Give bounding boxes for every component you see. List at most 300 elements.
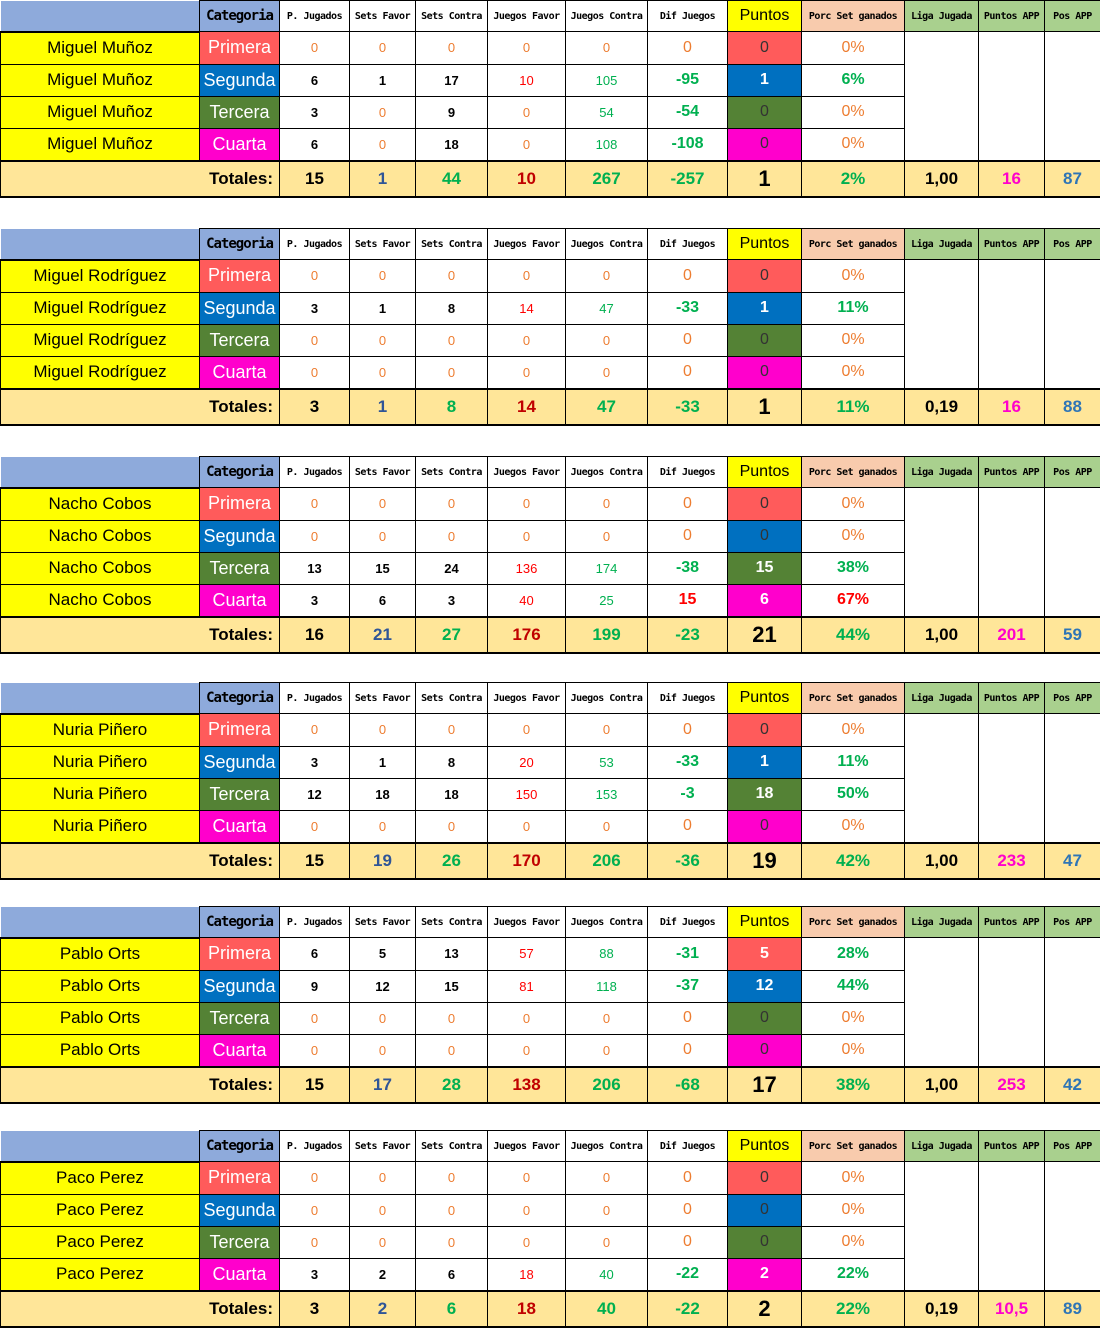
liga-jugada-cell[interactable] bbox=[905, 324, 979, 356]
puntos-app-cell[interactable] bbox=[979, 1002, 1045, 1034]
category-cell[interactable]: Cuarta bbox=[200, 1034, 280, 1067]
player-name-cell[interactable]: Nacho Cobos bbox=[1, 488, 200, 521]
sets-contra-cell[interactable]: 18 bbox=[416, 778, 488, 810]
category-cell[interactable]: Primera bbox=[200, 714, 280, 747]
puntos-cell[interactable]: 5 bbox=[728, 938, 802, 971]
juegos-contra-cell[interactable]: 88 bbox=[566, 938, 648, 971]
puntos-app-cell[interactable] bbox=[979, 520, 1045, 552]
porc-set-cell[interactable]: 11% bbox=[802, 292, 905, 324]
sets-favor-cell[interactable]: 18 bbox=[350, 778, 416, 810]
p-jugados-cell[interactable]: 0 bbox=[280, 1034, 350, 1067]
liga-jugada-cell[interactable] bbox=[905, 356, 979, 389]
porc-set-cell[interactable]: 50% bbox=[802, 778, 905, 810]
player-name-cell[interactable]: Miguel Muñoz bbox=[1, 96, 200, 128]
dif-juegos-cell[interactable]: 0 bbox=[648, 488, 728, 521]
total-dif-juegos[interactable]: -68 bbox=[648, 1067, 728, 1103]
porc-set-cell[interactable]: 0% bbox=[802, 128, 905, 161]
total-juegos-contra[interactable]: 47 bbox=[566, 389, 648, 425]
puntos-app-cell[interactable] bbox=[979, 356, 1045, 389]
liga-jugada-cell[interactable] bbox=[905, 810, 979, 843]
porc-set-cell[interactable]: 0% bbox=[802, 488, 905, 521]
p-jugados-cell[interactable]: 3 bbox=[280, 746, 350, 778]
juegos-favor-cell[interactable]: 0 bbox=[488, 260, 566, 293]
player-name-cell[interactable]: Paco Perez bbox=[1, 1258, 200, 1291]
sets-favor-cell[interactable]: 0 bbox=[350, 260, 416, 293]
liga-jugada-cell[interactable] bbox=[905, 128, 979, 161]
total-juegos-contra[interactable]: 206 bbox=[566, 843, 648, 879]
juegos-favor-cell[interactable]: 0 bbox=[488, 810, 566, 843]
category-cell[interactable]: Primera bbox=[200, 260, 280, 293]
total-dif-juegos[interactable]: -22 bbox=[648, 1291, 728, 1327]
player-name-cell[interactable]: Paco Perez bbox=[1, 1162, 200, 1195]
puntos-cell[interactable]: 0 bbox=[728, 1226, 802, 1258]
category-cell[interactable]: Cuarta bbox=[200, 584, 280, 617]
total-p-jugados[interactable]: 16 bbox=[280, 617, 350, 653]
p-jugados-cell[interactable]: 3 bbox=[280, 292, 350, 324]
sets-contra-cell[interactable]: 13 bbox=[416, 938, 488, 971]
puntos-cell[interactable]: 0 bbox=[728, 96, 802, 128]
sets-contra-cell[interactable]: 8 bbox=[416, 746, 488, 778]
sets-favor-cell[interactable]: 0 bbox=[350, 520, 416, 552]
juegos-favor-cell[interactable]: 20 bbox=[488, 746, 566, 778]
total-puntos-app[interactable]: 16 bbox=[979, 389, 1045, 425]
dif-juegos-cell[interactable]: -95 bbox=[648, 64, 728, 96]
category-cell[interactable]: Segunda bbox=[200, 64, 280, 96]
total-p-jugados[interactable]: 15 bbox=[280, 161, 350, 197]
pos-app-cell[interactable] bbox=[1045, 64, 1100, 96]
porc-set-cell[interactable]: 0% bbox=[802, 810, 905, 843]
total-sets-contra[interactable]: 26 bbox=[416, 843, 488, 879]
liga-jugada-cell[interactable] bbox=[905, 552, 979, 584]
dif-juegos-cell[interactable]: 0 bbox=[648, 1034, 728, 1067]
total-puntos[interactable]: 17 bbox=[728, 1067, 802, 1103]
porc-set-cell[interactable]: 0% bbox=[802, 1162, 905, 1195]
total-p-jugados[interactable]: 15 bbox=[280, 1067, 350, 1103]
pos-app-cell[interactable] bbox=[1045, 292, 1100, 324]
puntos-app-cell[interactable] bbox=[979, 938, 1045, 971]
pos-app-cell[interactable] bbox=[1045, 1034, 1100, 1067]
category-cell[interactable]: Primera bbox=[200, 32, 280, 65]
total-pos-app[interactable]: 42 bbox=[1045, 1067, 1100, 1103]
category-cell[interactable]: Tercera bbox=[200, 96, 280, 128]
sets-favor-cell[interactable]: 0 bbox=[350, 324, 416, 356]
pos-app-cell[interactable] bbox=[1045, 356, 1100, 389]
total-p-jugados[interactable]: 3 bbox=[280, 1291, 350, 1327]
pos-app-cell[interactable] bbox=[1045, 970, 1100, 1002]
dif-juegos-cell[interactable]: 0 bbox=[648, 1002, 728, 1034]
dif-juegos-cell[interactable]: 0 bbox=[648, 1226, 728, 1258]
category-cell[interactable]: Cuarta bbox=[200, 810, 280, 843]
juegos-contra-cell[interactable]: 0 bbox=[566, 1226, 648, 1258]
porc-set-cell[interactable]: 28% bbox=[802, 938, 905, 971]
puntos-app-cell[interactable] bbox=[979, 778, 1045, 810]
sets-favor-cell[interactable]: 1 bbox=[350, 292, 416, 324]
category-cell[interactable]: Segunda bbox=[200, 520, 280, 552]
dif-juegos-cell[interactable]: -37 bbox=[648, 970, 728, 1002]
total-sets-favor[interactable]: 19 bbox=[350, 843, 416, 879]
p-jugados-cell[interactable]: 13 bbox=[280, 552, 350, 584]
liga-jugada-cell[interactable] bbox=[905, 64, 979, 96]
category-cell[interactable]: Tercera bbox=[200, 1002, 280, 1034]
p-jugados-cell[interactable]: 3 bbox=[280, 1258, 350, 1291]
total-p-jugados[interactable]: 15 bbox=[280, 843, 350, 879]
pos-app-cell[interactable] bbox=[1045, 778, 1100, 810]
puntos-app-cell[interactable] bbox=[979, 324, 1045, 356]
sets-favor-cell[interactable]: 0 bbox=[350, 1034, 416, 1067]
total-porc-set[interactable]: 22% bbox=[802, 1291, 905, 1327]
juegos-favor-cell[interactable]: 0 bbox=[488, 32, 566, 65]
puntos-app-cell[interactable] bbox=[979, 64, 1045, 96]
total-pos-app[interactable]: 88 bbox=[1045, 389, 1100, 425]
total-sets-favor[interactable]: 21 bbox=[350, 617, 416, 653]
sets-favor-cell[interactable]: 0 bbox=[350, 1226, 416, 1258]
juegos-favor-cell[interactable]: 0 bbox=[488, 324, 566, 356]
sets-contra-cell[interactable]: 18 bbox=[416, 128, 488, 161]
total-sets-contra[interactable]: 28 bbox=[416, 1067, 488, 1103]
juegos-contra-cell[interactable]: 0 bbox=[566, 324, 648, 356]
liga-jugada-cell[interactable] bbox=[905, 520, 979, 552]
total-sets-favor[interactable]: 17 bbox=[350, 1067, 416, 1103]
pos-app-cell[interactable] bbox=[1045, 32, 1100, 65]
total-puntos[interactable]: 21 bbox=[728, 617, 802, 653]
sets-favor-cell[interactable]: 2 bbox=[350, 1258, 416, 1291]
player-name-cell[interactable]: Nuria Piñero bbox=[1, 810, 200, 843]
puntos-cell[interactable]: 0 bbox=[728, 324, 802, 356]
dif-juegos-cell[interactable]: 0 bbox=[648, 32, 728, 65]
sets-favor-cell[interactable]: 0 bbox=[350, 714, 416, 747]
liga-jugada-cell[interactable] bbox=[905, 938, 979, 971]
liga-jugada-cell[interactable] bbox=[905, 260, 979, 293]
porc-set-cell[interactable]: 38% bbox=[802, 552, 905, 584]
juegos-favor-cell[interactable]: 0 bbox=[488, 1194, 566, 1226]
category-cell[interactable]: Tercera bbox=[200, 778, 280, 810]
puntos-cell[interactable]: 12 bbox=[728, 970, 802, 1002]
player-name-cell[interactable]: Nacho Cobos bbox=[1, 584, 200, 617]
liga-jugada-cell[interactable] bbox=[905, 1258, 979, 1291]
puntos-cell[interactable]: 0 bbox=[728, 1194, 802, 1226]
puntos-cell[interactable]: 0 bbox=[728, 356, 802, 389]
player-name-cell[interactable]: Nuria Piñero bbox=[1, 746, 200, 778]
puntos-app-cell[interactable] bbox=[979, 1162, 1045, 1195]
pos-app-cell[interactable] bbox=[1045, 938, 1100, 971]
juegos-contra-cell[interactable]: 174 bbox=[566, 552, 648, 584]
player-name-cell[interactable]: Nuria Piñero bbox=[1, 714, 200, 747]
p-jugados-cell[interactable]: 0 bbox=[280, 356, 350, 389]
category-cell[interactable]: Cuarta bbox=[200, 1258, 280, 1291]
player-name-cell[interactable]: Nacho Cobos bbox=[1, 552, 200, 584]
puntos-cell[interactable]: 0 bbox=[728, 1162, 802, 1195]
puntos-cell[interactable]: 15 bbox=[728, 552, 802, 584]
pos-app-cell[interactable] bbox=[1045, 552, 1100, 584]
category-cell[interactable]: Tercera bbox=[200, 1226, 280, 1258]
total-liga-jugada[interactable]: 1,00 bbox=[905, 617, 979, 653]
porc-set-cell[interactable]: 0% bbox=[802, 1194, 905, 1226]
pos-app-cell[interactable] bbox=[1045, 488, 1100, 521]
p-jugados-cell[interactable]: 0 bbox=[280, 520, 350, 552]
juegos-favor-cell[interactable]: 10 bbox=[488, 64, 566, 96]
sets-favor-cell[interactable]: 0 bbox=[350, 1162, 416, 1195]
juegos-favor-cell[interactable]: 0 bbox=[488, 1226, 566, 1258]
puntos-app-cell[interactable] bbox=[979, 292, 1045, 324]
juegos-favor-cell[interactable]: 0 bbox=[488, 520, 566, 552]
category-cell[interactable]: Segunda bbox=[200, 292, 280, 324]
puntos-cell[interactable]: 0 bbox=[728, 810, 802, 843]
dif-juegos-cell[interactable]: -31 bbox=[648, 938, 728, 971]
porc-set-cell[interactable]: 0% bbox=[802, 1002, 905, 1034]
pos-app-cell[interactable] bbox=[1045, 520, 1100, 552]
puntos-app-cell[interactable] bbox=[979, 746, 1045, 778]
porc-set-cell[interactable]: 22% bbox=[802, 1258, 905, 1291]
puntos-cell[interactable]: 0 bbox=[728, 714, 802, 747]
liga-jugada-cell[interactable] bbox=[905, 714, 979, 747]
puntos-app-cell[interactable] bbox=[979, 96, 1045, 128]
dif-juegos-cell[interactable]: 0 bbox=[648, 356, 728, 389]
juegos-favor-cell[interactable]: 40 bbox=[488, 584, 566, 617]
juegos-contra-cell[interactable]: 53 bbox=[566, 746, 648, 778]
juegos-favor-cell[interactable]: 18 bbox=[488, 1258, 566, 1291]
puntos-cell[interactable]: 1 bbox=[728, 746, 802, 778]
total-juegos-contra[interactable]: 199 bbox=[566, 617, 648, 653]
dif-juegos-cell[interactable]: -38 bbox=[648, 552, 728, 584]
juegos-favor-cell[interactable]: 150 bbox=[488, 778, 566, 810]
puntos-app-cell[interactable] bbox=[979, 1194, 1045, 1226]
juegos-contra-cell[interactable]: 0 bbox=[566, 1002, 648, 1034]
porc-set-cell[interactable]: 0% bbox=[802, 96, 905, 128]
dif-juegos-cell[interactable]: 0 bbox=[648, 260, 728, 293]
juegos-favor-cell[interactable]: 0 bbox=[488, 128, 566, 161]
total-juegos-favor[interactable]: 176 bbox=[488, 617, 566, 653]
pos-app-cell[interactable] bbox=[1045, 1226, 1100, 1258]
dif-juegos-cell[interactable]: -33 bbox=[648, 746, 728, 778]
juegos-contra-cell[interactable]: 0 bbox=[566, 810, 648, 843]
category-cell[interactable]: Segunda bbox=[200, 1194, 280, 1226]
sets-contra-cell[interactable]: 0 bbox=[416, 356, 488, 389]
player-name-cell[interactable]: Nacho Cobos bbox=[1, 520, 200, 552]
total-liga-jugada[interactable]: 0,19 bbox=[905, 389, 979, 425]
total-porc-set[interactable]: 2% bbox=[802, 161, 905, 197]
juegos-contra-cell[interactable]: 0 bbox=[566, 1034, 648, 1067]
sets-contra-cell[interactable]: 6 bbox=[416, 1258, 488, 1291]
pos-app-cell[interactable] bbox=[1045, 584, 1100, 617]
total-liga-jugada[interactable]: 0,19 bbox=[905, 1291, 979, 1327]
juegos-contra-cell[interactable]: 47 bbox=[566, 292, 648, 324]
sets-contra-cell[interactable]: 3 bbox=[416, 584, 488, 617]
porc-set-cell[interactable]: 0% bbox=[802, 260, 905, 293]
juegos-favor-cell[interactable]: 136 bbox=[488, 552, 566, 584]
pos-app-cell[interactable] bbox=[1045, 324, 1100, 356]
total-juegos-contra[interactable]: 40 bbox=[566, 1291, 648, 1327]
total-pos-app[interactable]: 89 bbox=[1045, 1291, 1100, 1327]
total-puntos[interactable]: 2 bbox=[728, 1291, 802, 1327]
total-juegos-favor[interactable]: 14 bbox=[488, 389, 566, 425]
total-juegos-favor[interactable]: 138 bbox=[488, 1067, 566, 1103]
porc-set-cell[interactable]: 0% bbox=[802, 520, 905, 552]
liga-jugada-cell[interactable] bbox=[905, 970, 979, 1002]
juegos-favor-cell[interactable]: 14 bbox=[488, 292, 566, 324]
puntos-cell[interactable]: 18 bbox=[728, 778, 802, 810]
p-jugados-cell[interactable]: 0 bbox=[280, 1194, 350, 1226]
p-jugados-cell[interactable]: 0 bbox=[280, 810, 350, 843]
sets-favor-cell[interactable]: 12 bbox=[350, 970, 416, 1002]
sets-contra-cell[interactable]: 24 bbox=[416, 552, 488, 584]
puntos-app-cell[interactable] bbox=[979, 810, 1045, 843]
sets-contra-cell[interactable]: 0 bbox=[416, 520, 488, 552]
porc-set-cell[interactable]: 6% bbox=[802, 64, 905, 96]
total-puntos[interactable]: 19 bbox=[728, 843, 802, 879]
total-puntos-app[interactable]: 233 bbox=[979, 843, 1045, 879]
total-liga-jugada[interactable]: 1,00 bbox=[905, 161, 979, 197]
total-juegos-favor[interactable]: 170 bbox=[488, 843, 566, 879]
porc-set-cell[interactable]: 0% bbox=[802, 32, 905, 65]
category-cell[interactable]: Primera bbox=[200, 488, 280, 521]
player-name-cell[interactable]: Nuria Piñero bbox=[1, 778, 200, 810]
p-jugados-cell[interactable]: 3 bbox=[280, 96, 350, 128]
puntos-cell[interactable]: 0 bbox=[728, 128, 802, 161]
juegos-contra-cell[interactable]: 108 bbox=[566, 128, 648, 161]
p-jugados-cell[interactable]: 12 bbox=[280, 778, 350, 810]
p-jugados-cell[interactable]: 0 bbox=[280, 32, 350, 65]
pos-app-cell[interactable] bbox=[1045, 128, 1100, 161]
total-sets-favor[interactable]: 1 bbox=[350, 161, 416, 197]
category-cell[interactable]: Cuarta bbox=[200, 356, 280, 389]
total-juegos-contra[interactable]: 206 bbox=[566, 1067, 648, 1103]
category-cell[interactable]: Primera bbox=[200, 1162, 280, 1195]
juegos-contra-cell[interactable]: 0 bbox=[566, 714, 648, 747]
sets-favor-cell[interactable]: 0 bbox=[350, 810, 416, 843]
liga-jugada-cell[interactable] bbox=[905, 1194, 979, 1226]
total-puntos-app[interactable]: 10,5 bbox=[979, 1291, 1045, 1327]
sets-contra-cell[interactable]: 0 bbox=[416, 488, 488, 521]
porc-set-cell[interactable]: 0% bbox=[802, 1034, 905, 1067]
p-jugados-cell[interactable]: 6 bbox=[280, 938, 350, 971]
sets-contra-cell[interactable]: 0 bbox=[416, 260, 488, 293]
sets-contra-cell[interactable]: 0 bbox=[416, 714, 488, 747]
puntos-cell[interactable]: 1 bbox=[728, 292, 802, 324]
juegos-favor-cell[interactable]: 0 bbox=[488, 488, 566, 521]
dif-juegos-cell[interactable]: 0 bbox=[648, 810, 728, 843]
juegos-favor-cell[interactable]: 0 bbox=[488, 1162, 566, 1195]
player-name-cell[interactable]: Paco Perez bbox=[1, 1194, 200, 1226]
total-pos-app[interactable]: 59 bbox=[1045, 617, 1100, 653]
total-puntos-app[interactable]: 201 bbox=[979, 617, 1045, 653]
puntos-app-cell[interactable] bbox=[979, 1034, 1045, 1067]
total-juegos-contra[interactable]: 267 bbox=[566, 161, 648, 197]
pos-app-cell[interactable] bbox=[1045, 746, 1100, 778]
pos-app-cell[interactable] bbox=[1045, 714, 1100, 747]
total-p-jugados[interactable]: 3 bbox=[280, 389, 350, 425]
puntos-app-cell[interactable] bbox=[979, 32, 1045, 65]
liga-jugada-cell[interactable] bbox=[905, 292, 979, 324]
dif-juegos-cell[interactable]: -22 bbox=[648, 1258, 728, 1291]
sets-favor-cell[interactable]: 1 bbox=[350, 64, 416, 96]
juegos-favor-cell[interactable]: 0 bbox=[488, 356, 566, 389]
puntos-app-cell[interactable] bbox=[979, 552, 1045, 584]
juegos-contra-cell[interactable]: 153 bbox=[566, 778, 648, 810]
porc-set-cell[interactable]: 0% bbox=[802, 356, 905, 389]
pos-app-cell[interactable] bbox=[1045, 1002, 1100, 1034]
sets-contra-cell[interactable]: 15 bbox=[416, 970, 488, 1002]
dif-juegos-cell[interactable]: 0 bbox=[648, 714, 728, 747]
puntos-app-cell[interactable] bbox=[979, 128, 1045, 161]
category-cell[interactable]: Tercera bbox=[200, 324, 280, 356]
player-name-cell[interactable]: Miguel Rodríguez bbox=[1, 356, 200, 389]
dif-juegos-cell[interactable]: -54 bbox=[648, 96, 728, 128]
total-puntos[interactable]: 1 bbox=[728, 161, 802, 197]
puntos-app-cell[interactable] bbox=[979, 970, 1045, 1002]
total-sets-favor[interactable]: 1 bbox=[350, 389, 416, 425]
category-cell[interactable]: Segunda bbox=[200, 970, 280, 1002]
juegos-contra-cell[interactable]: 0 bbox=[566, 488, 648, 521]
sets-favor-cell[interactable]: 1 bbox=[350, 746, 416, 778]
puntos-cell[interactable]: 6 bbox=[728, 584, 802, 617]
sets-contra-cell[interactable]: 0 bbox=[416, 1162, 488, 1195]
puntos-cell[interactable]: 0 bbox=[728, 520, 802, 552]
total-pos-app[interactable]: 47 bbox=[1045, 843, 1100, 879]
puntos-app-cell[interactable] bbox=[979, 584, 1045, 617]
pos-app-cell[interactable] bbox=[1045, 1258, 1100, 1291]
porc-set-cell[interactable]: 11% bbox=[802, 746, 905, 778]
total-porc-set[interactable]: 44% bbox=[802, 617, 905, 653]
dif-juegos-cell[interactable]: -33 bbox=[648, 292, 728, 324]
total-puntos-app[interactable]: 253 bbox=[979, 1067, 1045, 1103]
player-name-cell[interactable]: Miguel Rodríguez bbox=[1, 260, 200, 293]
pos-app-cell[interactable] bbox=[1045, 96, 1100, 128]
juegos-contra-cell[interactable]: 118 bbox=[566, 970, 648, 1002]
sets-favor-cell[interactable]: 15 bbox=[350, 552, 416, 584]
total-porc-set[interactable]: 11% bbox=[802, 389, 905, 425]
juegos-contra-cell[interactable]: 0 bbox=[566, 520, 648, 552]
total-dif-juegos[interactable]: -23 bbox=[648, 617, 728, 653]
juegos-contra-cell[interactable]: 0 bbox=[566, 260, 648, 293]
player-name-cell[interactable]: Miguel Muñoz bbox=[1, 128, 200, 161]
juegos-contra-cell[interactable]: 0 bbox=[566, 1194, 648, 1226]
porc-set-cell[interactable]: 0% bbox=[802, 1226, 905, 1258]
puntos-cell[interactable]: 0 bbox=[728, 488, 802, 521]
porc-set-cell[interactable]: 44% bbox=[802, 970, 905, 1002]
liga-jugada-cell[interactable] bbox=[905, 1002, 979, 1034]
sets-contra-cell[interactable]: 0 bbox=[416, 324, 488, 356]
juegos-contra-cell[interactable]: 25 bbox=[566, 584, 648, 617]
player-name-cell[interactable]: Miguel Rodríguez bbox=[1, 292, 200, 324]
sets-contra-cell[interactable]: 8 bbox=[416, 292, 488, 324]
juegos-favor-cell[interactable]: 0 bbox=[488, 714, 566, 747]
puntos-app-cell[interactable] bbox=[979, 1226, 1045, 1258]
sets-favor-cell[interactable]: 0 bbox=[350, 1194, 416, 1226]
puntos-cell[interactable]: 1 bbox=[728, 64, 802, 96]
total-dif-juegos[interactable]: -257 bbox=[648, 161, 728, 197]
total-sets-contra[interactable]: 8 bbox=[416, 389, 488, 425]
sets-favor-cell[interactable]: 0 bbox=[350, 32, 416, 65]
liga-jugada-cell[interactable] bbox=[905, 584, 979, 617]
liga-jugada-cell[interactable] bbox=[905, 1226, 979, 1258]
sets-favor-cell[interactable]: 0 bbox=[350, 96, 416, 128]
juegos-favor-cell[interactable]: 81 bbox=[488, 970, 566, 1002]
total-sets-favor[interactable]: 2 bbox=[350, 1291, 416, 1327]
p-jugados-cell[interactable]: 0 bbox=[280, 1162, 350, 1195]
dif-juegos-cell[interactable]: 0 bbox=[648, 1162, 728, 1195]
total-puntos-app[interactable]: 16 bbox=[979, 161, 1045, 197]
juegos-contra-cell[interactable]: 40 bbox=[566, 1258, 648, 1291]
puntos-cell[interactable]: 0 bbox=[728, 1002, 802, 1034]
porc-set-cell[interactable]: 0% bbox=[802, 324, 905, 356]
player-name-cell[interactable]: Paco Perez bbox=[1, 1226, 200, 1258]
sets-favor-cell[interactable]: 0 bbox=[350, 1002, 416, 1034]
sets-favor-cell[interactable]: 6 bbox=[350, 584, 416, 617]
dif-juegos-cell[interactable]: -108 bbox=[648, 128, 728, 161]
juegos-contra-cell[interactable]: 0 bbox=[566, 356, 648, 389]
p-jugados-cell[interactable]: 0 bbox=[280, 488, 350, 521]
pos-app-cell[interactable] bbox=[1045, 1194, 1100, 1226]
